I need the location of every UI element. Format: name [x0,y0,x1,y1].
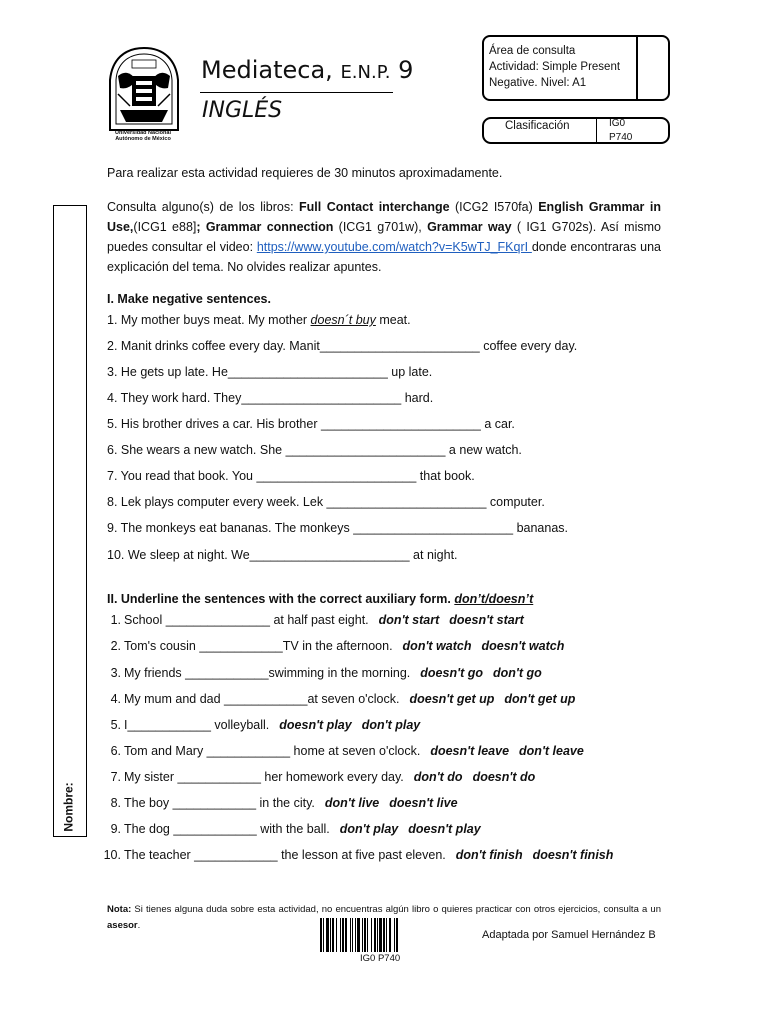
option-2[interactable]: doesn't watch [481,639,565,653]
name-label: Nombre: [61,782,76,832]
footer-note: Nota: Si tienes alguna duda sobre esta actividad, no encuentras algún libro o quieres practicar con otros ejercicios, consulta a un asesor. [107,904,661,931]
subject-title: INGLÉS [202,98,283,123]
info-area: Área de consulta [489,45,576,57]
section1-item: 9. The monkeys eat bananas. The monkeys _______________________ bananas. [107,521,569,535]
option-2[interactable]: doesn't live [389,796,458,810]
section1-item: 8. Lek plays computer every week. Lek _______________________ computer. [107,495,545,509]
option-1[interactable]: doesn't go [420,666,483,680]
section1-item: 2. Manit drinks coffee every day. Manit_______________________ coffee every day. [107,339,578,353]
option-2[interactable]: don't go [492,666,542,680]
page-title [201,56,413,84]
consult-paragraph: Consulta alguno(s) de los libros: Full Contact interchange (ICG2 I570fa) English Grammar in Use,(ICG1 e88]; Grammar connection (ICG1 g701w), Grammar way ( IG1 G702s). Así mismo puedes consultar el video: https://www.youtube.com/watch?v=K5wTJ_FKqrI donde encontraras una explicación del tema. No olvides realizar apuntes. [107,200,661,274]
classification-label: Clasificación [505,120,570,132]
option-2[interactable]: doesn't start [449,613,524,627]
section2-item: The boy ____________ in the city. don't live doesn't live [124,796,458,810]
barcode-caption: IG0 P740 [360,953,401,964]
option-1[interactable]: don't do [413,770,463,784]
section1-title: I. Make negative sentences. [107,292,271,306]
info-activity: Actividad: Simple Present [489,61,621,73]
section1-item: 3. He gets up late. He_______________________ up late. [107,365,433,379]
barcode [320,918,434,952]
option-2[interactable]: don't leave [519,744,584,758]
video-link[interactable]: https://www.youtube.com/watch?v=K5wTJ_FKqrI [256,240,532,254]
item-number: 5. [110,718,121,732]
option-1[interactable]: don't finish [455,848,523,862]
option-1[interactable]: don't start [378,613,440,627]
option-1[interactable]: don't live [324,796,380,810]
section2-item: School _______________ at half past eight. don't start doesn't start [124,613,524,627]
section1-item: 6. She wears a new watch. She _______________________ a new watch. [107,443,522,457]
section2-item: I____________ volleyball. doesn't play don't play [124,718,421,732]
title-underline [200,92,393,93]
option-1[interactable]: doesn't play [279,718,352,732]
item-number: 2. [110,639,121,653]
item-number: 6. [110,744,121,758]
item-number: 3. [110,666,121,680]
item-number: 1. [110,613,121,627]
credit-text: Adaptada por Samuel Hernández B [482,929,656,941]
section2-item: My sister ____________ her homework every day. don't do doesn't do [124,770,536,784]
info-box-text [489,43,620,91]
intro-text: Para realizar esta actividad requieres de 30 minutos aproximadamente. [107,166,503,180]
section2-item: Tom's cousin ____________TV in the afternoon. don't watch doesn't watch [124,639,565,653]
title-main: Mediateca, [201,56,333,84]
section1-item: 10. We sleep at night. We_______________________ at night. [107,548,458,562]
section2-item: My mum and dad ____________at seven o'clock. doesn't get up don't get up [124,692,576,706]
option-2[interactable]: don't get up [504,692,576,706]
section2-item: The dog ____________ with the ball. don't play doesn't play [124,822,481,836]
option-2[interactable]: doesn't finish [532,848,614,862]
classification-divider [596,119,597,142]
section2-item: My friends ____________swimming in the morning. doesn't go don't go [124,666,542,680]
option-1[interactable]: don't play [339,822,399,836]
info-level: Negative. Nivel: A1 [489,77,587,89]
item-number: 10. [103,848,121,862]
item-number: 8. [110,796,121,810]
section2-item: The teacher ____________ the lesson at five past eleven. don't finish doesn't finish [124,848,614,862]
section1-item: 4. They work hard. They_______________________ hard. [107,391,434,405]
option-1[interactable]: don't watch [402,639,472,653]
section2-item: Tom and Mary ____________ home at seven o'clock. doesn't leave don't leave [124,744,584,758]
item-number: 4. [110,692,121,706]
title-enp: E.N.P. [340,62,391,83]
option-2[interactable]: doesn't do [472,770,536,784]
option-2[interactable]: doesn't play [408,822,481,836]
option-1[interactable]: doesn't leave [430,744,510,758]
item-number: 7. [110,770,121,784]
example-answer: doesn´t buy [310,313,376,327]
name-box[interactable] [53,205,87,837]
classification-code: IG0 P740 [609,118,633,143]
title-number: 9 [398,56,414,84]
option-1[interactable]: doesn't get up [409,692,495,706]
section2-title: II. Underline the sentences with the correct auxiliary form. don’t/doesn’t [107,592,534,606]
item-number: 9. [110,822,121,836]
info-box-divider [636,37,638,99]
option-2[interactable]: don't play [361,718,421,732]
section1-item: 1. My mother buys meat. My mother doesn´t buy meat. [107,313,411,327]
section1-item: 5. His brother drives a car. His brother _______________________ a car. [107,417,515,431]
seal-caption: Universidad Nacional Autónomo de México [115,130,171,142]
section1-item: 7. You read that book. You _______________________ that book. [107,469,475,483]
